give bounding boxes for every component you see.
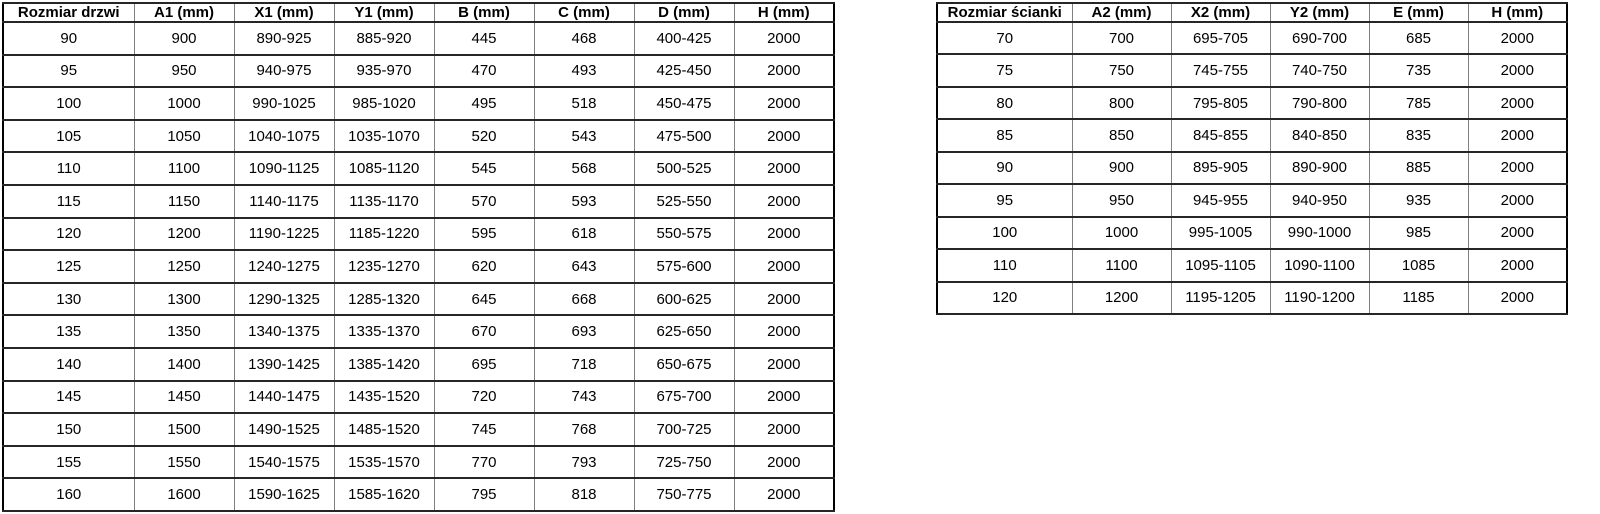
door-table-cell: 1000 (134, 87, 234, 120)
wall-table-cell: 1190-1200 (1270, 282, 1369, 315)
wall-table-header: Rozmiar ścianki (937, 3, 1072, 22)
door-table-cell: 1285-1320 (334, 283, 434, 316)
door-table-cell: 468 (534, 22, 634, 55)
door-table-cell: 745 (434, 413, 534, 446)
wall-table-cell: 990-1000 (1270, 217, 1369, 249)
table-row (937, 152, 1567, 184)
door-table-cell: 1540-1575 (234, 446, 334, 479)
door-table-cell: 750-775 (634, 478, 734, 511)
door-table-cell: 445 (434, 22, 534, 55)
door-table-cell: 2000 (734, 22, 834, 55)
door-table-cell: 475-500 (634, 120, 734, 153)
table-row (3, 87, 834, 120)
door-table-cell: 2000 (734, 152, 834, 185)
door-table-cell: 1535-1570 (334, 446, 434, 479)
door-table-cell: 425-450 (634, 55, 734, 88)
door-table-cell: 1250 (134, 250, 234, 283)
door-table-cell: 1100 (134, 152, 234, 185)
door-table-cell: 593 (534, 185, 634, 218)
wall-table-cell: 1100 (1072, 249, 1171, 281)
wall-table-cell: 740-750 (1270, 54, 1369, 86)
door-table-cell: 770 (434, 446, 534, 479)
table-row (3, 22, 834, 55)
table-row (3, 315, 834, 348)
table-row (937, 282, 1567, 315)
door-table-cell: 110 (3, 152, 134, 185)
door-table-header: D (mm) (634, 3, 734, 22)
wall-table-cell: 750 (1072, 54, 1171, 86)
table-row (937, 54, 1567, 86)
door-table-cell: 1500 (134, 413, 234, 446)
door-table-cell: 890-925 (234, 22, 334, 55)
door-table-header: B (mm) (434, 3, 534, 22)
wall-table-cell: 835 (1369, 119, 1468, 151)
door-table-cell: 2000 (734, 381, 834, 414)
door-table-cell: 900 (134, 22, 234, 55)
wall-table-header: E (mm) (1369, 3, 1468, 22)
wall-table-cell: 745-755 (1171, 54, 1270, 86)
wall-table-cell: 2000 (1468, 249, 1567, 281)
door-table-cell: 115 (3, 185, 134, 218)
door-table-cell: 470 (434, 55, 534, 88)
door-table-cell: 518 (534, 87, 634, 120)
wall-table-cell: 895-905 (1171, 152, 1270, 184)
door-table-cell: 2000 (734, 283, 834, 316)
door-table-cell: 643 (534, 250, 634, 283)
door-table-cell: 493 (534, 55, 634, 88)
door-table-cell: 130 (3, 283, 134, 316)
door-table-cell: 595 (434, 218, 534, 251)
table-row (3, 120, 834, 153)
door-table-cell: 795 (434, 478, 534, 511)
door-table-cell: 675-700 (634, 381, 734, 414)
door-table-cell: 1590-1625 (234, 478, 334, 511)
table-row (3, 283, 834, 316)
door-table-header: X1 (mm) (234, 3, 334, 22)
door-table-cell: 1300 (134, 283, 234, 316)
door-table-cell: 500-525 (634, 152, 734, 185)
wall-table-cell: 890-900 (1270, 152, 1369, 184)
door-table-cell: 145 (3, 381, 134, 414)
wall-table-cell: 1195-1205 (1171, 282, 1270, 315)
table-row (937, 184, 1567, 216)
door-table-cell: 793 (534, 446, 634, 479)
wall-table-cell: 1085 (1369, 249, 1468, 281)
table-row (3, 185, 834, 218)
door-table-cell: 693 (534, 315, 634, 348)
door-table-cell: 1235-1270 (334, 250, 434, 283)
wall-table-cell: 945-955 (1171, 184, 1270, 216)
wall-table-header: X2 (mm) (1171, 3, 1270, 22)
door-table-cell: 1050 (134, 120, 234, 153)
door-table-cell: 575-600 (634, 250, 734, 283)
door-table-cell: 125 (3, 250, 134, 283)
wall-table-cell: 900 (1072, 152, 1171, 184)
wall-table-cell: 75 (937, 54, 1072, 86)
door-table-cell: 768 (534, 413, 634, 446)
door-size-table (2, 2, 835, 512)
door-table-cell: 520 (434, 120, 534, 153)
wall-table-cell: 1095-1105 (1171, 249, 1270, 281)
door-table-cell: 725-750 (634, 446, 734, 479)
door-table-cell: 935-970 (334, 55, 434, 88)
door-table-cell: 743 (534, 381, 634, 414)
wall-table-cell: 2000 (1468, 22, 1567, 54)
door-table-cell: 450-475 (634, 87, 734, 120)
door-table-cell: 668 (534, 283, 634, 316)
wall-table-cell: 1185 (1369, 282, 1468, 315)
table-row (3, 381, 834, 414)
door-table-cell: 1335-1370 (334, 315, 434, 348)
door-table-header: C (mm) (534, 3, 634, 22)
wall-table-cell: 995-1005 (1171, 217, 1270, 249)
door-table-cell: 985-1020 (334, 87, 434, 120)
door-table-cell: 120 (3, 218, 134, 251)
door-table-header: Y1 (mm) (334, 3, 434, 22)
door-table-cell: 545 (434, 152, 534, 185)
door-table-cell: 160 (3, 478, 134, 511)
door-table-cell: 400-425 (634, 22, 734, 55)
door-table-cell: 95 (3, 55, 134, 88)
wall-table-cell: 2000 (1468, 152, 1567, 184)
door-table-cell: 950 (134, 55, 234, 88)
door-table-cell: 1190-1225 (234, 218, 334, 251)
wall-table-body (937, 22, 1567, 314)
door-table-cell: 818 (534, 478, 634, 511)
door-table-cell: 525-550 (634, 185, 734, 218)
wall-table-cell: 2000 (1468, 87, 1567, 119)
door-table-cell: 140 (3, 348, 134, 381)
door-table-header: H (mm) (734, 3, 834, 22)
wall-table-cell: 110 (937, 249, 1072, 281)
door-table-cell: 1290-1325 (234, 283, 334, 316)
door-table-cell: 700-725 (634, 413, 734, 446)
table-row (3, 218, 834, 251)
door-table-cell: 2000 (734, 87, 834, 120)
door-table-cell: 1200 (134, 218, 234, 251)
door-table-cell: 1585-1620 (334, 478, 434, 511)
door-table-cell: 2000 (734, 120, 834, 153)
door-table-cell: 90 (3, 22, 134, 55)
door-table-cell: 1490-1525 (234, 413, 334, 446)
door-table-cell: 645 (434, 283, 534, 316)
door-table-cell: 618 (534, 218, 634, 251)
door-table-cell: 620 (434, 250, 534, 283)
door-table-header: A1 (mm) (134, 3, 234, 22)
door-table-cell: 1400 (134, 348, 234, 381)
door-table-cell: 1135-1170 (334, 185, 434, 218)
wall-table-cell: 1200 (1072, 282, 1171, 315)
door-table-cell: 1150 (134, 185, 234, 218)
door-table-cell: 2000 (734, 478, 834, 511)
door-table-cell: 1085-1120 (334, 152, 434, 185)
door-table-cell: 1390-1425 (234, 348, 334, 381)
table-row (3, 413, 834, 446)
door-table-cell: 1440-1475 (234, 381, 334, 414)
wall-table-cell: 2000 (1468, 54, 1567, 86)
wall-table-cell: 800 (1072, 87, 1171, 119)
door-table-cell: 940-975 (234, 55, 334, 88)
door-table-cell: 1600 (134, 478, 234, 511)
wall-table-cell: 80 (937, 87, 1072, 119)
wall-table-cell: 2000 (1468, 282, 1567, 315)
door-table-cell: 2000 (734, 55, 834, 88)
wall-table-cell: 985 (1369, 217, 1468, 249)
door-table-cell: 155 (3, 446, 134, 479)
wall-table-cell: 690-700 (1270, 22, 1369, 54)
wall-table-cell: 100 (937, 217, 1072, 249)
table-row (3, 446, 834, 479)
door-table-cell: 1035-1070 (334, 120, 434, 153)
wall-table-cell: 685 (1369, 22, 1468, 54)
door-table-cell: 2000 (734, 348, 834, 381)
door-table-cell: 568 (534, 152, 634, 185)
door-table-cell: 543 (534, 120, 634, 153)
wall-table-cell: 90 (937, 152, 1072, 184)
door-table-cell: 135 (3, 315, 134, 348)
door-table-cell: 1485-1520 (334, 413, 434, 446)
table-row (3, 250, 834, 283)
wall-table-header: A2 (mm) (1072, 3, 1171, 22)
door-table-cell: 695 (434, 348, 534, 381)
wall-table-cell: 735 (1369, 54, 1468, 86)
wall-table-cell: 845-855 (1171, 119, 1270, 151)
table-row (3, 55, 834, 88)
door-table-cell: 150 (3, 413, 134, 446)
wall-table-cell: 700 (1072, 22, 1171, 54)
wall-table-cell: 885 (1369, 152, 1468, 184)
table-row (3, 348, 834, 381)
wall-table-cell: 1090-1100 (1270, 249, 1369, 281)
door-table-cell: 1340-1375 (234, 315, 334, 348)
door-table-cell: 1240-1275 (234, 250, 334, 283)
door-table-cell: 2000 (734, 446, 834, 479)
table-row (937, 217, 1567, 249)
table-row (937, 119, 1567, 151)
door-table-cell: 1140-1175 (234, 185, 334, 218)
door-table-cell: 650-675 (634, 348, 734, 381)
wall-table-cell: 790-800 (1270, 87, 1369, 119)
wall-table-cell: 2000 (1468, 119, 1567, 151)
wall-table-cell: 795-805 (1171, 87, 1270, 119)
door-table-cell: 1550 (134, 446, 234, 479)
table-row (937, 22, 1567, 54)
wall-table-cell: 940-950 (1270, 184, 1369, 216)
door-table-cell: 100 (3, 87, 134, 120)
door-table-cell: 625-650 (634, 315, 734, 348)
wall-table-cell: 95 (937, 184, 1072, 216)
door-table-cell: 2000 (734, 413, 834, 446)
door-table-cell: 550-575 (634, 218, 734, 251)
door-table-cell: 1040-1075 (234, 120, 334, 153)
wall-table-cell: 2000 (1468, 217, 1567, 249)
wall-size-table (936, 2, 1568, 315)
door-table-cell: 2000 (734, 250, 834, 283)
door-table-cell: 2000 (734, 185, 834, 218)
door-table-cell: 570 (434, 185, 534, 218)
wall-table-cell: 120 (937, 282, 1072, 315)
door-table-header: Rozmiar drzwi (3, 3, 134, 22)
door-table-cell: 1385-1420 (334, 348, 434, 381)
door-table-cell: 2000 (734, 218, 834, 251)
wall-table-header-row (937, 3, 1567, 22)
table-row (937, 87, 1567, 119)
door-table-cell: 2000 (734, 315, 834, 348)
wall-table-cell: 2000 (1468, 184, 1567, 216)
wall-table-cell: 695-705 (1171, 22, 1270, 54)
wall-table-cell: 840-850 (1270, 119, 1369, 151)
table-row (937, 249, 1567, 281)
door-table-cell: 718 (534, 348, 634, 381)
door-table-cell: 990-1025 (234, 87, 334, 120)
door-table-cell: 1185-1220 (334, 218, 434, 251)
door-table-cell: 1350 (134, 315, 234, 348)
door-table-body (3, 22, 834, 511)
door-table-cell: 885-920 (334, 22, 434, 55)
door-table-cell: 1450 (134, 381, 234, 414)
wall-table-cell: 85 (937, 119, 1072, 151)
wall-table-cell: 1000 (1072, 217, 1171, 249)
table-row (3, 478, 834, 511)
wall-table-cell: 935 (1369, 184, 1468, 216)
door-table-cell: 105 (3, 120, 134, 153)
wall-table-cell: 950 (1072, 184, 1171, 216)
door-table-cell: 670 (434, 315, 534, 348)
door-table-cell: 600-625 (634, 283, 734, 316)
door-table-cell: 1090-1125 (234, 152, 334, 185)
door-table-cell: 495 (434, 87, 534, 120)
table-row (3, 152, 834, 185)
wall-table-header: Y2 (mm) (1270, 3, 1369, 22)
door-table-header-row (3, 3, 834, 22)
wall-table-header: H (mm) (1468, 3, 1567, 22)
wall-table-cell: 785 (1369, 87, 1468, 119)
door-table-cell: 720 (434, 381, 534, 414)
door-table-cell: 1435-1520 (334, 381, 434, 414)
wall-table-cell: 70 (937, 22, 1072, 54)
wall-table-cell: 850 (1072, 119, 1171, 151)
